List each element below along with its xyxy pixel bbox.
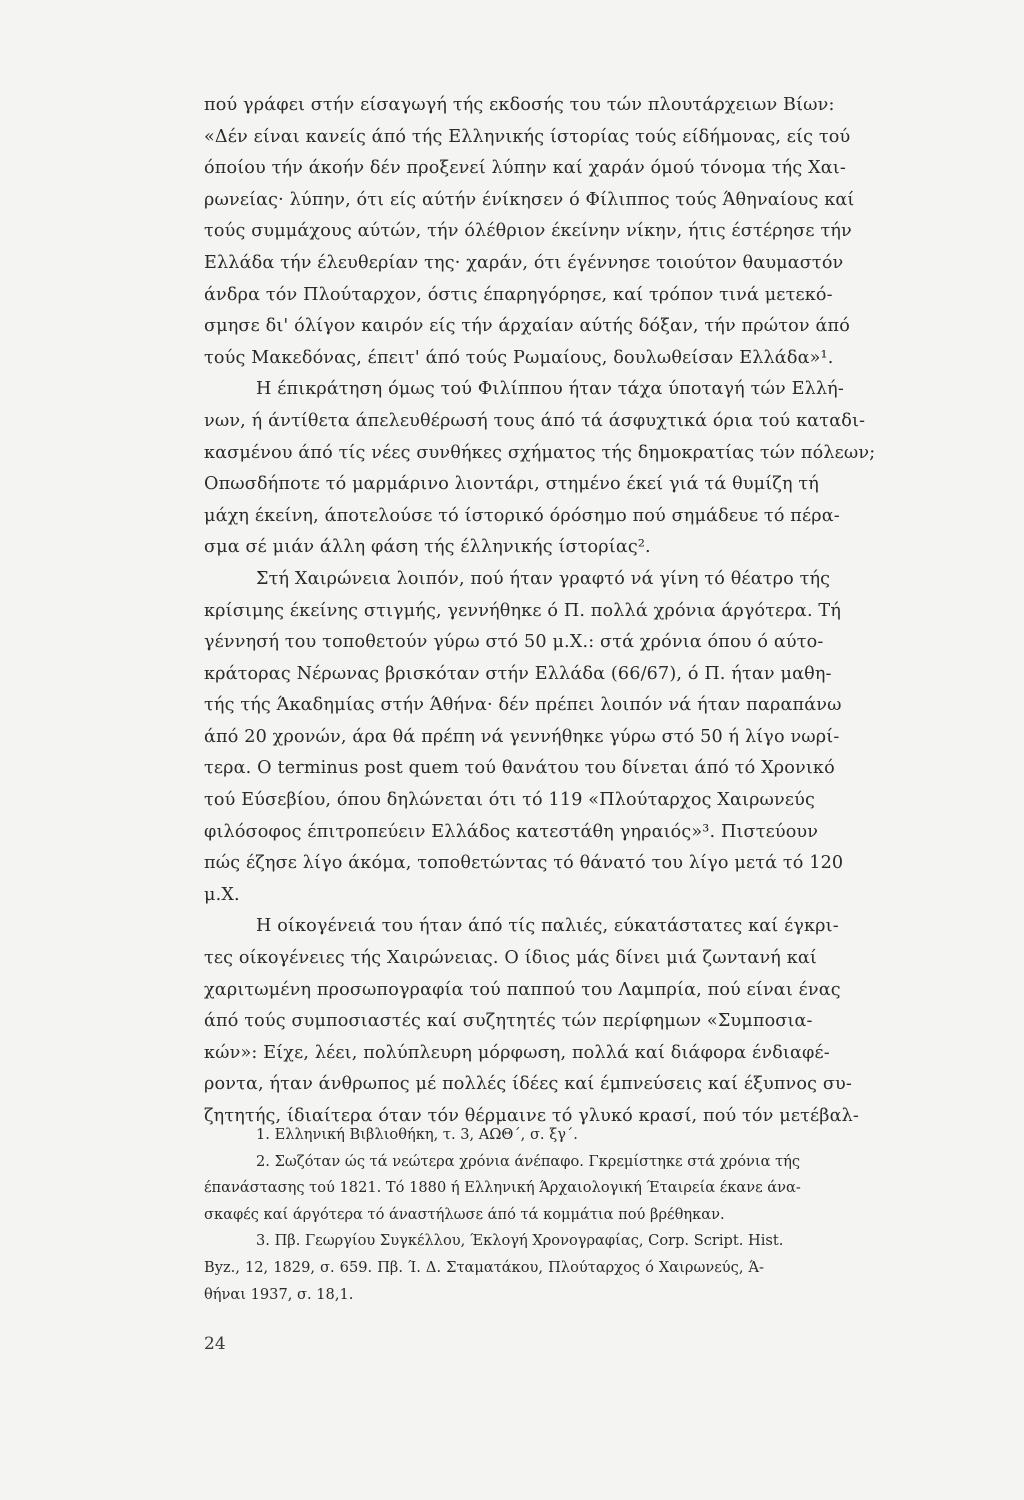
- text-line: κών»: Είχε, λέει, πολύπλευρη μόρφωση, πολλά καί διάφορα ένδιαφέ-: [204, 1042, 830, 1063]
- footnotes: [204, 1122, 801, 1308]
- text-line: κράτορας Νέρωνας βρισκόταν στήν Ελλάδα (66/67), ό Π. ήταν μαθη-: [204, 663, 832, 684]
- text-line: νων, ή άντίθετα άπελευθέρωσή τους άπό τά άσφυχτικά όρια τού καταδι-: [204, 410, 866, 431]
- text-line: άπό 20 χρονών, άρα θά πρέπη νά γεννήθηκε γύρω στό 50 ή λίγο νωρί-: [204, 726, 840, 747]
- text-line: πώς έζησε λίγο άκόμα, τοποθετώντας τό θάνατό του λίγο μετά τό 120: [204, 853, 844, 874]
- footnote-line: 1. Ελληνική Βιβλιοθήκη, τ. 3, ΑΩΘ΄, σ. ξγ΄.: [256, 1126, 578, 1143]
- text-line: σμα σέ μιάν άλλη φάση τής έλληνικής ίστορίας².: [204, 537, 651, 558]
- footnote-line: Byz., 12, 1829, σ. 659. Πβ. Ί. Δ. Σταματάκου, Πλούταρχος ό Χαιρωνεύς, Ά-: [204, 1258, 764, 1276]
- text-line: Ελλάδα τήν έλευθερίαν της· χαράν, ότι έγέννησε τοιούτον θαυμαστόν: [204, 252, 844, 273]
- text-line: πού γράφει στήν είσαγωγή τής εκδοσής του τών πλουτάρχειων Βίων:: [204, 95, 835, 115]
- main-text: [204, 90, 876, 1133]
- text-line: όποίου τήν άκοήν δέν προξενεί λύπην καί χαράν όμού τόνομα τής Χαι-: [204, 158, 846, 179]
- text-line: άνδρα τόν Πλούταρχον, όστις έπαρηγόρησε, καί τρόπον τινά μετεκό-: [204, 284, 833, 305]
- footnote-line: 3. Πβ. Γεωργίου Συγκέλλου, Έκλογή Χρονογραφίας, Corp. Script. Hist.: [256, 1232, 784, 1250]
- text-line: τής τής Άκαδημίας στήν Άθήνα· δέν πρέπει λοιπόν νά ήταν παραπάνω: [204, 695, 842, 716]
- text-line: τού Εύσεβίου, όπου δηλώνεται ότι τό 119 «Πλούταρχος Χαιρωνεύς: [204, 790, 816, 811]
- text-line: «Δέν είναι κανείς άπό τής Ελληνικής ίστορίας τούς είδήμονας, είς τού: [204, 126, 851, 147]
- text-line: σμησε δι' όλίγον καιρόν είς τήν άρχαίαν αύτής δόξαν, τήν πρώτον άπό: [204, 316, 850, 337]
- footnote-line: έπανάστασης τού 1821. Τό 1880 ή Ελληνική Άρχαιολογική Έταιρεία έκανε άνα-: [204, 1179, 801, 1197]
- text-line: τερα. Ο terminus post quem τού θανάτου του δίνεται άπό τό Χρονικό: [204, 758, 835, 779]
- text-line: τούς συμμάχους αύτών, τήν όλέθριον έκείνην νίκην, ήτις έστέρησε τήν: [204, 221, 852, 242]
- text-line: κασμένου άπό τίς νέες συνθήκες σχήματος τής δημοκρατίας τών πόλεων;: [204, 442, 876, 463]
- text-line: Οπωσδήποτε τό μαρμάρινο λιοντάρι, στημένο έκεί γιά τά θυμίζη τή: [204, 474, 819, 495]
- text-line: κρίσιμης έκείνης στιγμής, γεννήθηκε ό Π. πολλά χρόνια άργότερα. Τή: [204, 600, 842, 621]
- text-line: φιλόσοφος έπιτροπεύειν Ελλάδος κατεστάθη γηραιός»³. Πιστεύουν: [204, 821, 819, 842]
- text-line: άπό τούς συμποσιαστές καί συζητητές τών περίφημων «Συμποσια-: [204, 1011, 813, 1032]
- footnote-line: θήναι 1937, σ. 18,1.: [204, 1285, 354, 1303]
- text-line: Η οίκογένειά του ήταν άπό τίς παλιές, εύκατάστατες καί έγκρι-: [256, 916, 839, 937]
- text-line: μ.Χ.: [204, 884, 240, 905]
- footnote-line: 2. Σωζόταν ώς τά νεώτερα χρόνια άνέπαφο. Γκρεμίστηκε στά χρόνια τής: [256, 1152, 801, 1170]
- text-line: τες οίκογένειες τής Χαιρώνειας. Ο ίδιος μάς δίνει μιά ζωντανή καί: [204, 948, 817, 969]
- text-line: ζητητής, ίδιαίτερα όταν τόν θέρμαινε τό γλυκό κρασί, πού τόν μετέβαλ-: [204, 1106, 859, 1126]
- footnote-line: σκαφές καί άργότερα τό άναστήλωσε άπό τά κομμάτια πού βρέθηκαν.: [204, 1205, 725, 1223]
- page-number: 24: [204, 1334, 226, 1354]
- text-line: ροντα, ήταν άνθρωπος μέ πολλές ίδέες καί έμπνεύσεις καί έξυπνος συ-: [204, 1074, 852, 1095]
- text-line: τούς Μακεδόνας, έπειτ' άπό τούς Ρωμαίους, δουλωθείσαν Ελλάδα»¹.: [204, 347, 834, 368]
- text-line: Η έπικράτηση όμως τού Φιλίππου ήταν τάχα ύποταγή τών Ελλή-: [256, 379, 844, 400]
- text-line: γέννησή του τοποθετούν γύρω στό 50 μ.Χ.: στά χρόνια όπου ό αύτο-: [204, 632, 824, 653]
- text-line: Στή Χαιρώνεια λοιπόν, πού ήταν γραφτό νά γίνη τό θέατρο τής: [256, 568, 831, 589]
- text-line: μάχη έκείνη, άποτελούσε τό ίστορικό όρόσημο πού σημάδευε τό πέρα-: [204, 505, 840, 526]
- text-line: ρωνείας· λύπην, ότι είς αύτήν ένίκησεν ό Φίλιππος τούς Άθηναίους καί: [204, 189, 855, 210]
- text-line: χαριτωμένη προσωπογραφία τού παππού του Λαμπρία, πού είναι ένας: [204, 979, 841, 1000]
